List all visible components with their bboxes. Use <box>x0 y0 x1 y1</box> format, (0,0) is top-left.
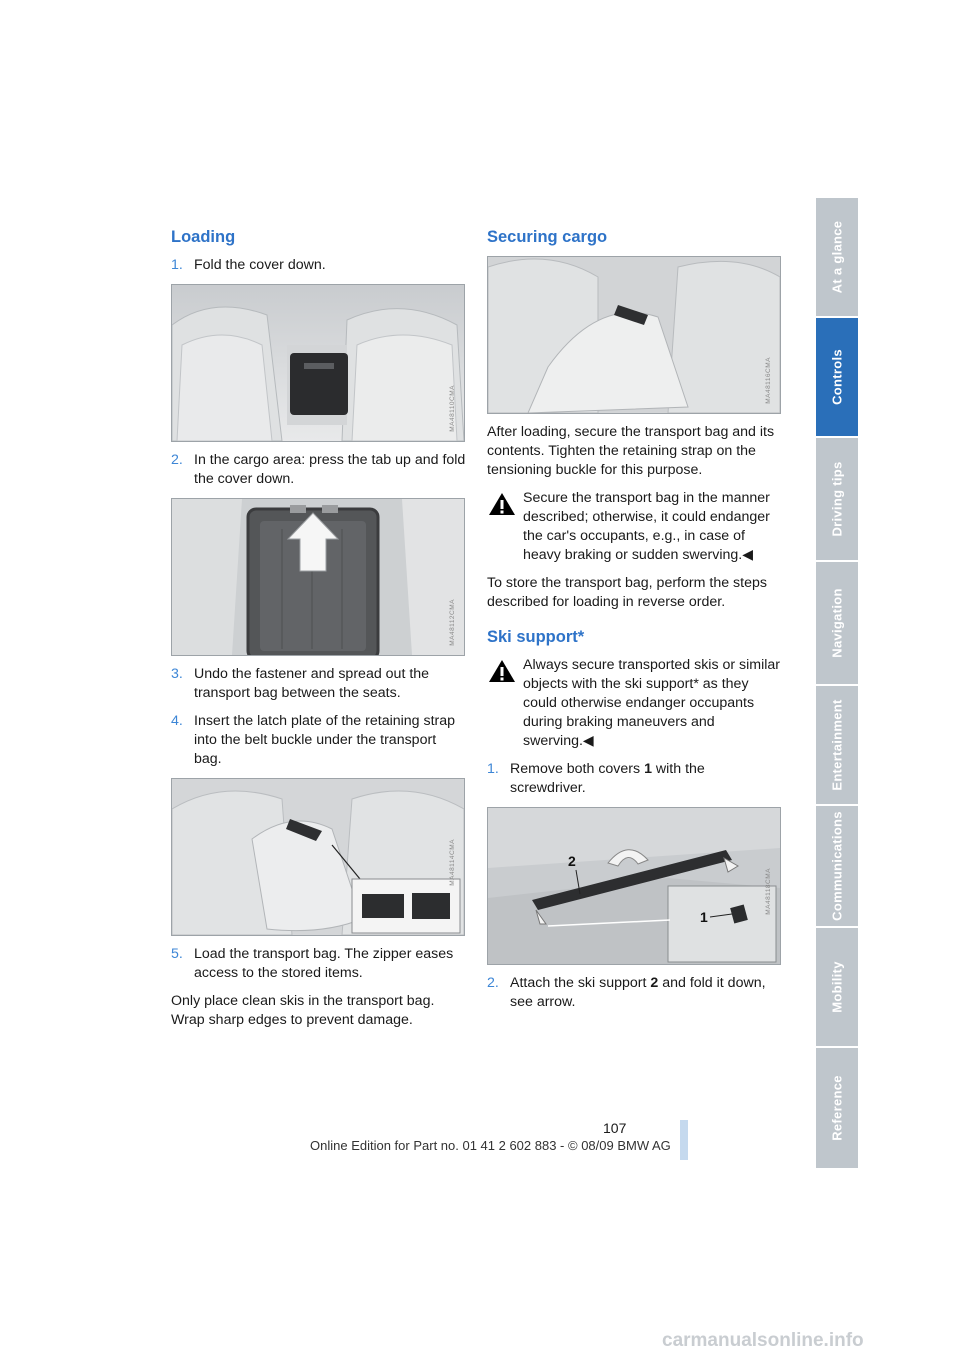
callout-2: 2 <box>568 853 576 869</box>
step-4: 4. Insert the latch plate of the retaining strap into the belt buckle under the transport bag. <box>171 713 456 767</box>
step-3: 3. Undo the fastener and spread out the transport bag between the seats. <box>171 666 430 701</box>
callout-1: 1 <box>700 909 708 925</box>
note-clean-skis: Only place clean skis in the transport bag. Wrap sharp edges to prevent damage. <box>171 993 435 1028</box>
ski-step-1: 1. Remove both covers 1 with the screwdriver. <box>487 761 705 796</box>
figure-cover-tab: MA48112CMA <box>171 498 465 656</box>
tab-entertainment[interactable]: Entertainment <box>816 686 858 806</box>
edition-text: Online Edition for Part no. 01 41 2 602 883 - © 08/09 BMW AG <box>310 1138 671 1153</box>
watermark: carmanualsonline.info <box>662 1330 864 1351</box>
tab-at-a-glance[interactable]: At a glance <box>816 198 858 318</box>
tab-reference[interactable]: Reference <box>816 1048 858 1170</box>
tab-navigation[interactable]: Navigation <box>816 562 858 686</box>
warning-icon <box>487 658 517 684</box>
step-2: 2. In the cargo area: press the tab up and fold the cover down. <box>171 452 466 487</box>
tab-controls[interactable]: Controls <box>816 318 858 438</box>
ski-step-2: 2. Attach the ski support 2 and fold it down, see arrow. <box>487 975 766 1010</box>
store-text: To store the transport bag, perform the steps described for loading in reverse order. <box>487 575 767 610</box>
section-heading-securing-cargo: Securing cargo <box>487 228 608 246</box>
tab-communications[interactable]: Communications <box>816 806 858 928</box>
warning-icon <box>487 491 517 517</box>
right-column <box>487 226 783 1021</box>
tab-mobility[interactable]: Mobility <box>816 928 858 1048</box>
left-column <box>171 226 467 1039</box>
step-5: 5. Load the transport bag. The zipper eases access to the stored items. <box>171 946 454 981</box>
figure-ski-support: 2 1 MA48118CMA <box>487 807 781 965</box>
warning-cargo: Secure the transport bag in the manner described; otherwise, it could endanger the car's occupants, e.g., in case of heavy braking or sudden swerving.◀ <box>487 489 783 565</box>
section-heading-loading: Loading <box>171 228 236 246</box>
tab-driving-tips[interactable]: Driving tips <box>816 438 858 562</box>
chapter-tabs <box>816 198 858 1170</box>
figure-seats-cover: MA48110CMA <box>171 284 465 442</box>
warning-ski: Always secure transported skis or similar objects with the ski support* as they could otherwise endanger occupants during braking maneuvers and swerving.◀ <box>487 656 783 751</box>
figure-secured-bag: MA48116CMA <box>487 256 781 414</box>
figure-transport-bag-buckle: MA48114CMA <box>171 778 465 936</box>
step-1: 1. Fold the cover down. <box>171 257 326 273</box>
cargo-text: After loading, secure the transport bag and its contents. Tighten the retaining strap on the tensioning buckle for this purpose. <box>487 424 775 478</box>
page-number: 107 <box>603 1120 627 1136</box>
footer-bar <box>680 1120 688 1160</box>
section-heading-ski-support: Ski support* <box>487 628 585 646</box>
